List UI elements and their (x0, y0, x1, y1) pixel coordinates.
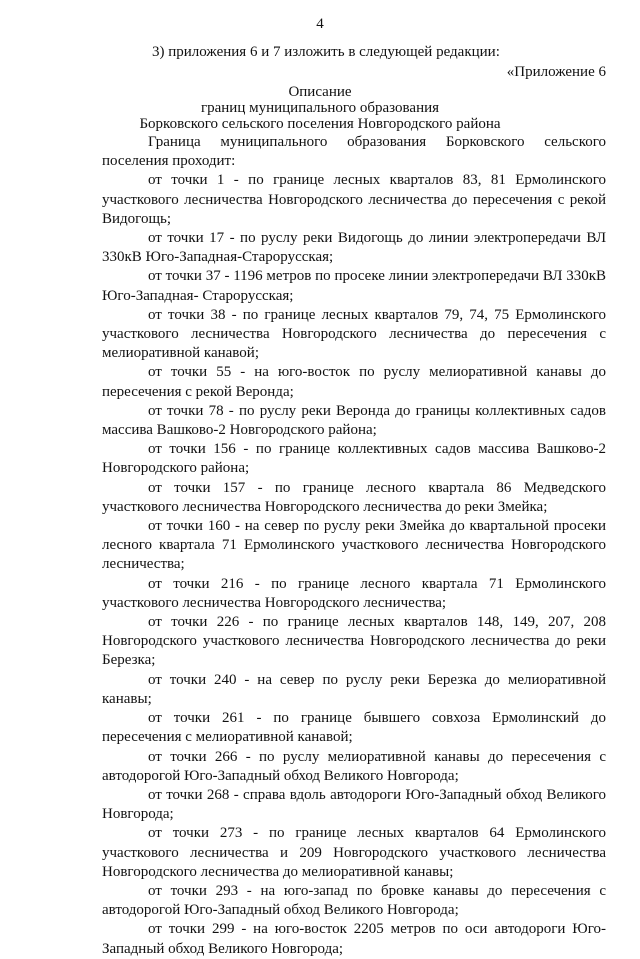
amendment-line: 3) приложения 6 и 7 изложить в следующей редакции: (152, 44, 500, 60)
boundary-paragraph: от точки 55 - на юго-восток по руслу мелиоративной канавы до пересечения с рекой Веронда; (102, 364, 606, 400)
boundary-paragraph: от точки 266 - по руслу мелиоративной канавы до пересечения с автодорогой Юго-Западный обход Великого Новгорода; (102, 748, 606, 784)
boundary-paragraph: от точки 293 - на юго-запад по бровке канавы до пересечения с автодорогой Юго-Западный обход Великого Новгорода; (102, 882, 606, 919)
boundary-paragraph: от точки 268 - справа вдоль автодороги Юго-Западный обход Великого Новгорода; (102, 786, 606, 823)
boundary-paragraph: от точки 156 - по границе коллективных садов массива Вашково-2 Новгородского района; (102, 441, 606, 477)
boundary-paragraph: от точки 216 - по границе лесного квартала 71 Ермолинского участкового лесничества Новгородского лесничества; (102, 575, 606, 611)
title-line-2: границ муниципального образования (200, 100, 440, 116)
boundary-paragraph: от точки 38 - по границе лесных кварталов 79, 74, 75 Ермолинского участкового лесничества Новгородского лесничества до пересечения с мелиоративной канавой; (102, 306, 606, 362)
annex-reference: «Приложение 6 (506, 64, 606, 80)
document-title (0, 84, 640, 132)
boundary-paragraph: от точки 299 - на юго-восток 2205 метров по оси автодороги Юго-Западный обход Великого Новгорода; (102, 921, 606, 957)
document-body (102, 133, 606, 959)
boundary-paragraph: от точки 37 - 1196 метров по просеке линии электропередачи ВЛ 330кВ Юго-Западная- Старорусская; (102, 268, 606, 304)
intro-paragraph: Граница муниципального образования Борковского сельского поселения проходит: (102, 134, 606, 170)
boundary-paragraph: от точки 160 - на север по руслу реки Змейка до квартальной просеки лесного квартала 71 Ермолинского участкового лесничества Новгородского лесничества; (102, 518, 606, 573)
title-line-3: Борковского сельского поселения Новгородского района (139, 116, 501, 132)
boundary-paragraph: от точки 1 - по границе лесных кварталов 83, 81 Ермолинского участкового лесничества Новгородского лесничества до пересечения с рекой Видогощь; (102, 172, 606, 227)
boundary-paragraph: от точки 261 - по границе бывшего совхоза Ермолинский до пересечения с мелиоративной канавой; (102, 710, 606, 746)
boundary-paragraph: от точки 17 - по руслу реки Видогощь до линии электропередачи ВЛ 330кВ Юго-Западная-Старорусская; (102, 230, 606, 266)
boundary-paragraph: от точки 78 - по руслу реки Веронда до границы коллективных садов массива Вашково-2 Новгородского района; (102, 402, 606, 439)
boundary-paragraph: от точки 240 - на север по руслу реки Березка до мелиоративной канавы; (102, 671, 606, 707)
title-line-1: Описание (288, 84, 352, 100)
boundary-paragraph: от точки 157 - по границе лесного квартала 86 Медведского участкового лесничества Новгородского лесничества до реки Змейка; (102, 479, 606, 515)
boundary-paragraph: от точки 273 - по границе лесных кварталов 64 Ермолинского участкового лесничества и 209 Новгородского участкового лесничества Новгородского лесничества до мелиоративной канавы; (102, 825, 606, 880)
boundary-paragraph: от точки 226 - по границе лесных кварталов 148, 149, 207, 208 Новгородского участкового лесничества Новгородского лесничества до реки Березка; (102, 614, 606, 669)
page-number: 4 (316, 16, 324, 32)
